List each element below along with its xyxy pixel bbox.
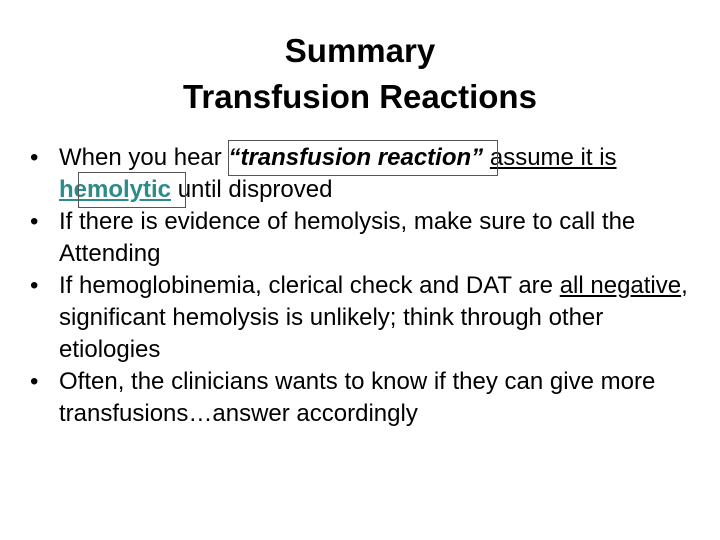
bullet-marker: •	[30, 208, 39, 235]
bullet-1-part: r	[213, 144, 229, 171]
annotation-box	[228, 140, 498, 176]
bullet-2-text: If there is evidence of hemolysis, make sure to call the Attending	[59, 208, 636, 267]
bullet-item	[30, 206, 700, 270]
bullet-3-part: If hemoglobinemia, clerical check and DAT are	[59, 272, 560, 299]
bullet-1-highlight: hemolytic	[59, 176, 172, 203]
bullet-1-emphasis: “transfusion reaction”	[228, 144, 484, 171]
bullet-3-part: , significant hemolysis is unlikely; think through other etiologies	[59, 272, 688, 363]
bullet-1-underlined: assume it is	[489, 144, 617, 171]
bullet-1-part: until disproved	[171, 176, 333, 203]
bullet-4-text: Often, the clinicians wants to know if they can give more transfusions…answer accordingly	[59, 368, 656, 427]
title-line-1: Summary	[284, 32, 436, 69]
bullet-3-underlined: all negative	[559, 272, 682, 299]
bullet-marker: •	[30, 144, 39, 171]
bullet-item	[30, 366, 700, 430]
slide-title	[60, 28, 660, 120]
annotation-box	[78, 172, 186, 208]
bullet-3-text	[59, 272, 688, 363]
bullet-marker: •	[30, 368, 39, 395]
bullet-1-part: When you hea	[59, 144, 214, 171]
title-line-2: Transfusion Reactions	[183, 78, 537, 115]
bullet-marker: •	[30, 272, 39, 299]
bullet-item	[30, 270, 700, 366]
